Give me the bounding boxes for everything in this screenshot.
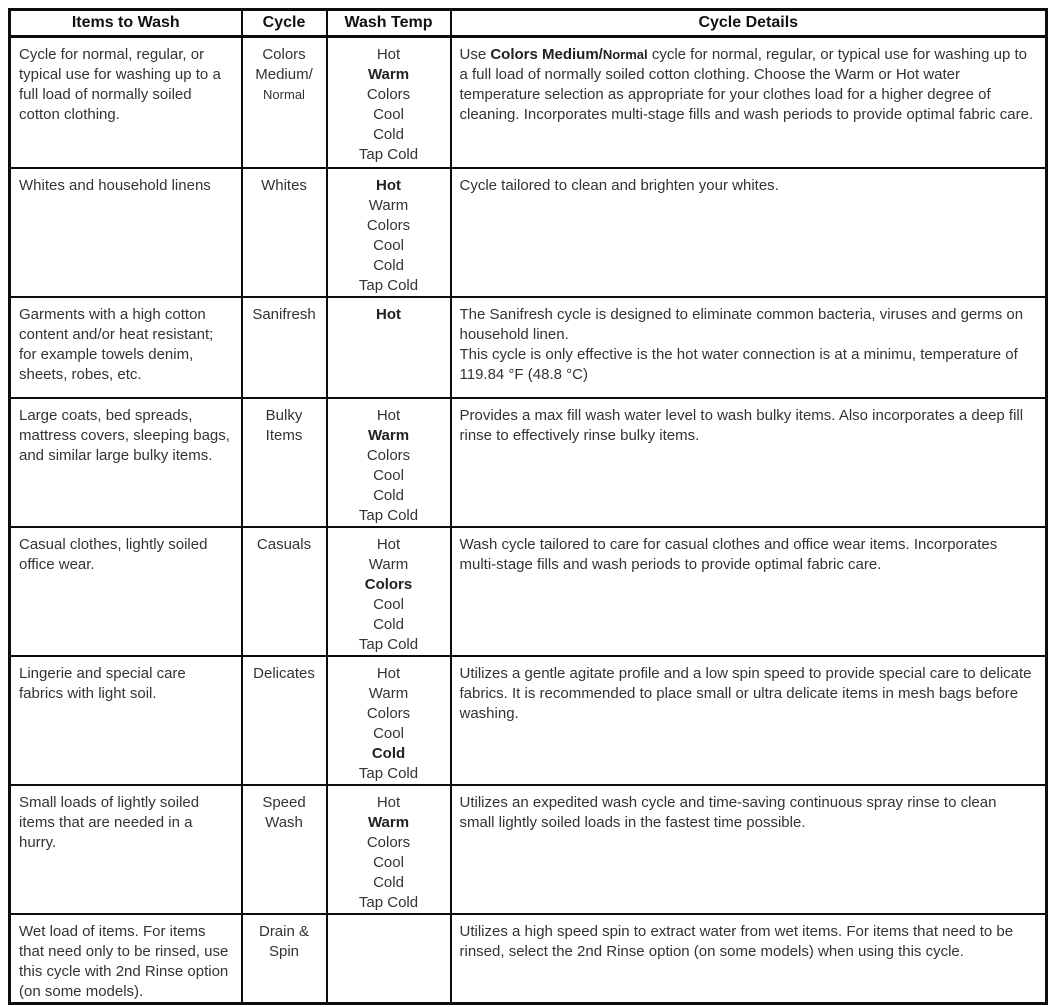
text-segment: Tap Cold xyxy=(358,506,419,524)
wash-temp-cell xyxy=(327,37,451,168)
table-row xyxy=(10,398,1047,527)
wash-temp-option xyxy=(330,535,448,555)
cycle-cell xyxy=(242,785,327,914)
text-segment: Use xyxy=(459,46,491,63)
wash-temp-option xyxy=(330,635,448,655)
cycle-cell xyxy=(242,168,327,297)
text-segment: Medium/ xyxy=(255,66,313,83)
column-header-cycle: Cycle xyxy=(242,10,327,37)
wash-temp-option xyxy=(330,125,448,145)
text-segment: Utilizes a high speed spin to extract water from wet items. For items that need to be rinsed, select the 2nd Rinse option (on some models) when using this cycle. xyxy=(459,922,1014,960)
details-paragraph xyxy=(460,45,1036,125)
text-segment: Hot xyxy=(376,46,401,63)
text-segment: Hot xyxy=(376,305,401,323)
text-segment: Casuals xyxy=(256,535,312,553)
wash-temp-option xyxy=(330,595,448,615)
details-paragraph xyxy=(460,793,1036,833)
text-segment: Colors xyxy=(366,216,411,234)
wash-temp-option xyxy=(330,406,448,426)
wash-temp-option xyxy=(330,145,448,165)
text-segment: Warm xyxy=(367,66,410,83)
items-to-wash-cell: Cycle for normal, regular, or typical use for washing up to a full load of normally soiled cotton clothing. xyxy=(10,37,242,168)
text-segment: Hot xyxy=(376,535,401,553)
text-segment: Sanifresh xyxy=(252,305,316,323)
text-segment: Cycle tailored to clean and brighten your whites. xyxy=(459,176,779,194)
details-paragraph xyxy=(460,535,1036,575)
table-row xyxy=(10,168,1047,297)
items-to-wash-cell: Wet load of items. For items that need only to be rinsed, use this cycle with 2nd Rinse option (on some models). xyxy=(10,914,242,1004)
text-segment: Colors xyxy=(364,575,413,593)
text-segment: Cool xyxy=(373,853,404,871)
text-segment: Delicates xyxy=(253,664,315,682)
text-segment: Normal xyxy=(263,87,305,102)
text-segment: Warm xyxy=(368,196,409,214)
text-segment: Cold xyxy=(373,126,404,143)
wash-temp-option xyxy=(330,236,448,256)
text-segment: Cool xyxy=(373,595,404,613)
text-segment: Warm xyxy=(368,684,409,702)
wash-temp-option xyxy=(330,793,448,813)
cycle-details-cell xyxy=(451,914,1047,1004)
wash-temp-option xyxy=(330,664,448,684)
wash-temp-option xyxy=(330,196,448,216)
wash-temp-option xyxy=(330,426,448,446)
wash-temp-option xyxy=(330,853,448,873)
text-segment: Hot xyxy=(376,406,401,424)
text-segment: Items xyxy=(265,426,303,444)
cycle-name-line xyxy=(245,45,324,65)
wash-temp-cell xyxy=(327,297,451,398)
wash-temp-option xyxy=(330,65,448,85)
text-segment: Cool xyxy=(373,236,404,254)
cycle-details-cell xyxy=(451,168,1047,297)
text-segment: Drain & xyxy=(258,922,310,940)
text-segment: Colors xyxy=(366,704,411,722)
column-header-cycle-details: Cycle Details xyxy=(451,10,1047,37)
cycle-details-cell xyxy=(451,785,1047,914)
cycle-name-line xyxy=(245,664,324,684)
wash-temp-option xyxy=(330,216,448,236)
cycle-details-cell xyxy=(451,297,1047,398)
cycle-name-line xyxy=(245,65,324,85)
wash-temp-option xyxy=(330,873,448,893)
column-header-items-to-wash: Items to Wash xyxy=(10,10,242,37)
wash-temp-option xyxy=(330,466,448,486)
table-row xyxy=(10,37,1047,168)
text-segment: Cold xyxy=(371,744,406,762)
wash-temp-option xyxy=(330,446,448,466)
cycle-details-cell xyxy=(451,527,1047,656)
table-row xyxy=(10,785,1047,914)
wash-temp-option xyxy=(330,724,448,744)
cycle-cell xyxy=(242,37,327,168)
cycle-name-line xyxy=(245,305,324,325)
text-segment: Colors xyxy=(366,833,411,851)
wash-cycles-table xyxy=(8,8,1048,1005)
wash-temp-cell xyxy=(327,914,451,1004)
cycle-details-cell xyxy=(451,656,1047,785)
cycle-name-line xyxy=(245,922,324,942)
wash-temp-option xyxy=(330,45,448,65)
wash-temp-option xyxy=(330,176,448,196)
text-segment: The Sanifresh cycle is designed to eliminate common bacteria, viruses and germs on household linen. xyxy=(459,305,1024,343)
text-segment: Spin xyxy=(268,942,300,960)
text-segment: Wash xyxy=(265,813,303,831)
details-paragraph xyxy=(460,176,1036,196)
items-to-wash-cell: Lingerie and special care fabrics with light soil. xyxy=(10,656,242,785)
table-row xyxy=(10,656,1047,785)
cycle-name-line xyxy=(245,406,324,426)
text-segment: Whites xyxy=(261,176,307,194)
wash-temp-option xyxy=(330,813,448,833)
text-segment: Colors Medium/ xyxy=(490,46,603,63)
table-row xyxy=(10,527,1047,656)
wash-temp-cell xyxy=(327,785,451,914)
text-segment: Warm xyxy=(367,426,410,444)
wash-temp-option xyxy=(330,276,448,296)
wash-temp-option xyxy=(330,684,448,704)
text-segment: Cool xyxy=(373,724,404,742)
cycle-name-line xyxy=(245,535,324,555)
header-row xyxy=(10,10,1047,37)
cycle-name-line xyxy=(245,176,324,196)
text-segment: Utilizes an expedited wash cycle and time-saving continuous spray rinse to clean small lightly soiled loads in the fastest time possible. xyxy=(459,793,997,831)
text-segment: Bulky xyxy=(265,406,303,424)
wash-temp-cell xyxy=(327,527,451,656)
text-segment: Cold xyxy=(373,873,404,891)
wash-temp-option xyxy=(330,833,448,853)
text-segment: Colors xyxy=(366,86,411,103)
wash-temp-option xyxy=(330,764,448,784)
text-segment: Warm xyxy=(368,555,409,573)
text-segment: Colors xyxy=(262,46,306,63)
wash-temp-cell xyxy=(327,168,451,297)
cycle-cell xyxy=(242,914,327,1004)
wash-temp-option xyxy=(330,555,448,575)
text-segment: Cold xyxy=(373,486,404,504)
items-to-wash-cell: Garments with a high cotton content and/or heat resistant; for example towels denim, sheets, robes, etc. xyxy=(10,297,242,398)
cycle-name-line xyxy=(245,942,324,962)
text-segment: Hot xyxy=(376,793,401,811)
cycle-details-cell xyxy=(451,398,1047,527)
wash-temp-option xyxy=(330,506,448,526)
details-paragraph xyxy=(460,406,1036,446)
wash-temp-option xyxy=(330,893,448,913)
items-to-wash-cell: Casual clothes, lightly soiled office wear. xyxy=(10,527,242,656)
wash-temp-cell xyxy=(327,656,451,785)
text-segment: Tap Cold xyxy=(358,146,419,163)
cycle-cell xyxy=(242,398,327,527)
text-segment: Speed xyxy=(262,793,306,811)
text-segment: Cold xyxy=(373,256,404,274)
text-segment: Tap Cold xyxy=(358,276,419,294)
wash-temp-option xyxy=(330,105,448,125)
details-paragraph xyxy=(460,345,1036,385)
text-segment: Utilizes a gentle agitate profile and a low spin speed to provide special care to delicate fabrics. It is recommended to place small or ultra delicate items in mesh bags before washing. xyxy=(459,664,1032,722)
wash-temp-option xyxy=(330,744,448,764)
wash-temp-option xyxy=(330,704,448,724)
items-to-wash-cell: Whites and household linens xyxy=(10,168,242,297)
wash-temp-option xyxy=(330,575,448,595)
table-row xyxy=(10,297,1047,398)
text-segment: Wash cycle tailored to care for casual clothes and office wear items. Incorporates multi-stage fills and wash periods to provide optimal fabric care. xyxy=(459,535,998,573)
cycle-name-line xyxy=(245,813,324,833)
wash-temp-option xyxy=(330,305,448,325)
cycle-cell xyxy=(242,656,327,785)
cycle-cell xyxy=(242,297,327,398)
text-segment: Normal xyxy=(602,47,648,62)
details-paragraph xyxy=(460,922,1036,962)
text-segment: Hot xyxy=(376,176,401,194)
table-header xyxy=(10,10,1047,37)
text-segment: This cycle is only effective is the hot water connection is at a minimu, temperature of 119.84 °F (48.8 °C) xyxy=(459,345,1018,383)
wash-temp-option xyxy=(330,486,448,506)
column-header-wash-temp: Wash Temp xyxy=(327,10,451,37)
text-segment: Tap Cold xyxy=(358,635,419,653)
cycle-cell xyxy=(242,527,327,656)
text-segment: Provides a max fill wash water level to wash bulky items. Also incorporates a deep fill rinse to effectively rinse bulky items. xyxy=(459,406,1024,444)
items-to-wash-cell: Small loads of lightly soiled items that are needed in a hurry. xyxy=(10,785,242,914)
text-segment: Tap Cold xyxy=(358,764,419,782)
cycle-name-line xyxy=(245,426,324,446)
text-segment: Colors xyxy=(366,446,411,464)
details-paragraph xyxy=(460,664,1036,724)
details-paragraph xyxy=(460,305,1036,345)
text-segment: Tap Cold xyxy=(358,893,419,911)
items-to-wash-cell: Large coats, bed spreads, mattress covers, sleeping bags, and similar large bulky items. xyxy=(10,398,242,527)
text-segment: cycle for normal, regular, or typical use for washing up to a full load of normally soiled cotton clothing. Choose the Warm or Hot water temperature selection as appropriate for your clothes load for a higher degree of cleaning. Incorporates multi-stage fills and wash periods to provide optimal fabric care. xyxy=(459,46,1034,123)
text-segment: Cold xyxy=(373,615,404,633)
cycle-name-line xyxy=(245,793,324,813)
wash-temp-cell xyxy=(327,398,451,527)
text-segment: Warm xyxy=(367,813,410,831)
table-body xyxy=(10,37,1047,1004)
table-row xyxy=(10,914,1047,1004)
text-segment: Hot xyxy=(376,664,401,682)
wash-temp-option xyxy=(330,615,448,635)
wash-temp-option xyxy=(330,85,448,105)
text-segment: Cool xyxy=(373,106,404,123)
cycle-name-line xyxy=(245,85,324,105)
cycle-details-cell xyxy=(451,37,1047,168)
text-segment: Cool xyxy=(373,466,404,484)
wash-temp-option xyxy=(330,256,448,276)
